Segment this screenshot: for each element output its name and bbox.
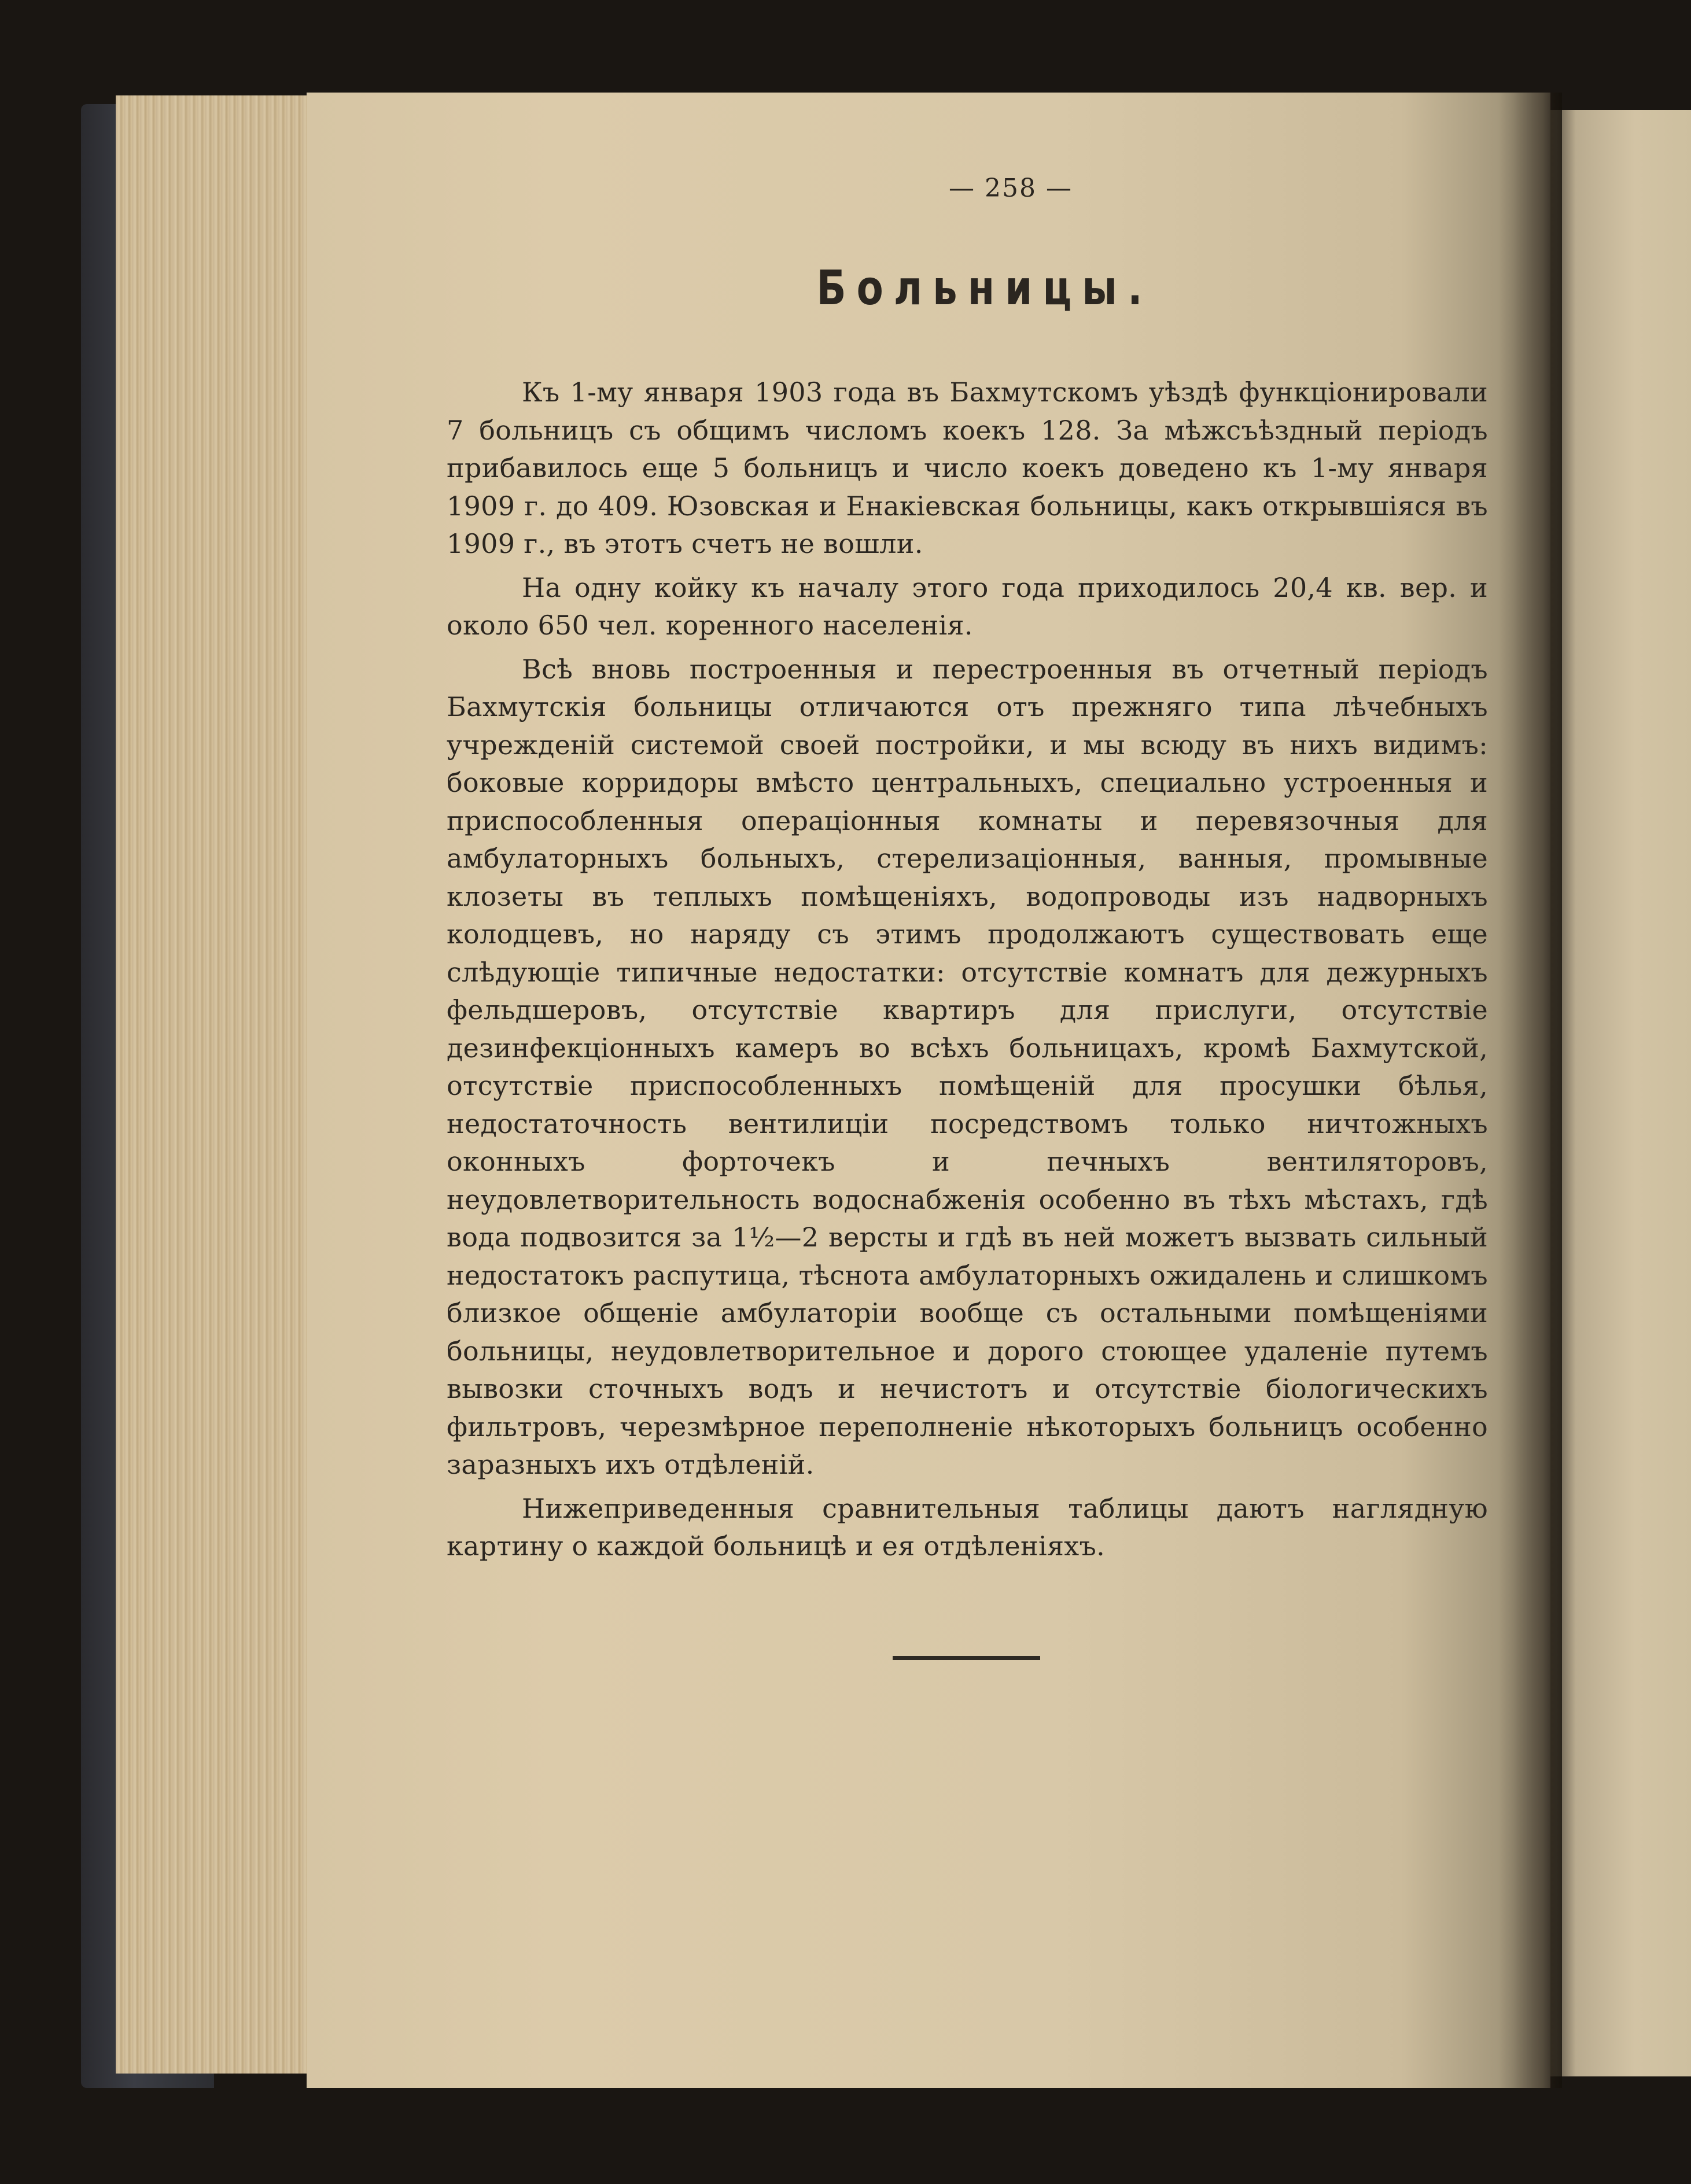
- page-number: — 258 —: [949, 174, 1073, 203]
- page-text-block: [447, 174, 1488, 1571]
- paragraph-4: Нижеприведенныя сравнительныя таблицы даютъ наглядную картину о каждой больницѣ и ея отдѣленіяхъ.: [447, 1492, 1488, 1562]
- section-end-rule: [893, 1656, 1040, 1660]
- gutter-shadow: [1498, 93, 1562, 2088]
- facing-page: [1550, 110, 1691, 2076]
- page-title: Больницы.: [816, 261, 1153, 316]
- paragraph-3: Всѣ вновь построенныя и перестроенныя въ отчетный періодъ Бахмутскія больницы отличаются отъ прежняго типа лѣчебныхъ учрежденій системой своей постройки, и мы всюду въ нихъ видимъ: боковые корридоры вмѣсто центральныхъ, специально устроенныя и приспособленныя операціонныя комнаты и перевязочныя для амбулаторныхъ больныхъ, стерелизаціонныя, ванныя, промывные клозеты въ теплыхъ помѣщеніяхъ, водопроводы изъ надворныхъ колодцевъ, но наряду съ этимъ продолжаютъ существовать еще слѣдующіе типичные недостатки: отсутствіе комнатъ для дежурныхъ фельдшеровъ, отсутствіе квартиръ для прислуги, отсутствіе дезинфекціонныхъ камеръ во всѣхъ больницахъ, кромѣ Бахмутской, отсутствіе приспособленныхъ помѣщеній для просушки бѣлья, недостаточность вентилиціи посредствомъ только ничтожныхъ оконныхъ форточекъ и печныхъ вентиляторовъ, неудовлетворительность водоснабженія особенно въ тѣхъ мѣстахъ, гдѣ вода подвозится за 1½—2 версты и гдѣ въ ней можетъ вызвать сильный недостатокъ распутица, тѣснота амбулаторныхъ ожидалень и слишкомъ близкое общеніе амбулаторіи вообще съ остальными помѣщеніями больницы, неудовлетворительное и дорого стоющее удаленіе путемъ вывозки сточныхъ водъ и нечистотъ и отсутствіе біологическихъ фильтровъ, черезмѣрное переполненіе нѣкоторыхъ больницъ особенно заразныхъ ихъ отдѣленій.: [447, 653, 1488, 1480]
- page-edges: [116, 95, 312, 2074]
- paragraph-1: Къ 1-му января 1903 года въ Бахмутскомъ уѣздѣ функціонировали 7 больницъ съ общимъ числомъ коекъ 128. За мѣжсъѣздный періодъ прибавилось еще 5 больницъ и число коекъ доведено къ 1-му января 1909 г. до 409. Юзовская и Енакіевская больницы, какъ открывшіяся въ 1909 г., въ этотъ счетъ не вошли.: [447, 377, 1488, 559]
- paragraph-2: На одну койку къ началу этого года приходилось 20,4 кв. вер. и около 650 чел. коренного населенія.: [447, 571, 1488, 641]
